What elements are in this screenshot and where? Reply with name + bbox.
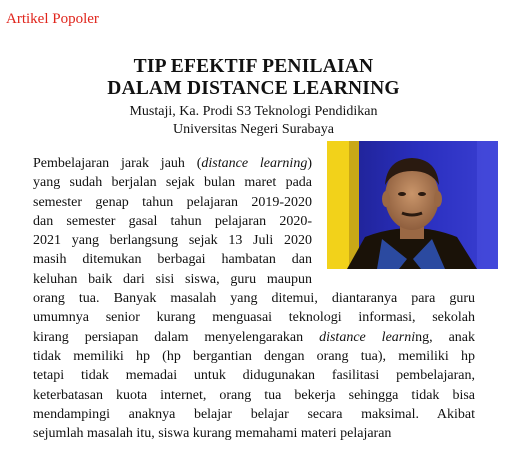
body-line xyxy=(33,193,312,212)
body-line xyxy=(33,270,312,289)
body-text-span: keterbatasan kuota internet, orang tua bekerja sehingga tidak bisa xyxy=(33,387,475,403)
body-text-span: masih ditemukan berbagai hambatan dan xyxy=(33,252,312,268)
body-line xyxy=(33,173,312,192)
body-line xyxy=(33,386,475,405)
author-line-1: Mustaji, Ka. Prodi S3 Teknologi Pendidikan xyxy=(129,104,378,119)
section-label: Artikel Popoler xyxy=(6,11,99,27)
body-text-span: ) xyxy=(307,156,312,171)
body-line xyxy=(33,405,475,424)
article-title xyxy=(0,56,507,100)
article-title-line-1: TIP EFEKTIF PENILAIAN xyxy=(133,56,374,77)
body-text-span: 2021 yang berlangsung sejak 13 Juli 2020 xyxy=(33,233,312,249)
body-text-span: yang sudah berjalan sejak bulan maret pada xyxy=(33,175,312,191)
article-body xyxy=(33,154,498,443)
body-line xyxy=(33,366,475,385)
body-text-span: umumnya senior kurang menguasai teknologi informasi, sekolah xyxy=(33,310,475,326)
body-emphasis: distance learni xyxy=(319,329,416,345)
body-line xyxy=(33,289,475,308)
body-line xyxy=(33,231,312,250)
body-text-span: tetapi tidak memadai untuk didugunakan fasilitasi pembelajaran, xyxy=(33,368,475,384)
body-text-span: dan semester gasal tahun pelajaran 2020- xyxy=(33,213,312,229)
body-line xyxy=(33,154,312,173)
body-text-span: keluhan baik dari sisi siswa, guru maupun xyxy=(33,271,312,287)
body-text-span: semester genap tahun pelajaran 2019-2020 xyxy=(33,194,312,210)
body-text-span: tidak memiliki hp (hp bergantian dengan orang tua), memiliki hp xyxy=(33,348,475,364)
body-emphasis: distance learning xyxy=(201,156,308,171)
body-line xyxy=(33,424,475,443)
body-text-span: sejumlah masalah itu, siswa kurang memahami materi pelajaran xyxy=(33,426,392,442)
body-text-span: kirang persiapan dalam menyelengarakan xyxy=(33,329,320,345)
body-text-span: orang tua. Banyak masalah yang ditemui, diantaranya para guru xyxy=(33,291,475,307)
body-text-span: mendampingi anaknya belajar belajar secara maksimal. Akibat xyxy=(33,406,475,422)
body-line xyxy=(33,328,475,347)
body-line xyxy=(33,212,312,231)
body-text-span: ng, anak xyxy=(415,329,476,345)
author-line-2: Universitas Negeri Surabaya xyxy=(173,121,334,137)
body-line xyxy=(33,250,312,269)
body-line xyxy=(33,308,475,327)
body-line xyxy=(33,347,475,366)
article-author xyxy=(0,103,507,138)
article-title-line-2: DALAM DISTANCE LEARNING xyxy=(107,78,400,99)
body-text-span: Pembelajaran jarak jauh ( xyxy=(33,156,202,171)
